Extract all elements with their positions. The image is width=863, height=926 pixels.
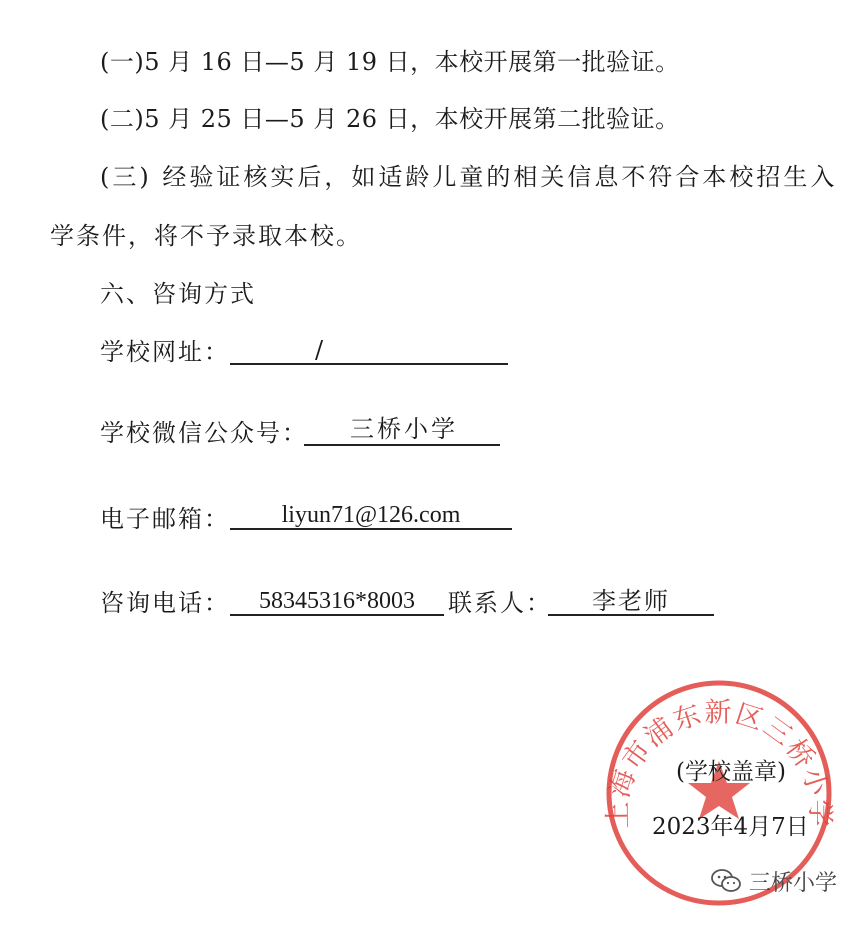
clause-three-line1: (三) 经验证核实后，如适龄儿童的相关信息不符合本校招生入 (100, 163, 838, 191)
website-value: / (314, 336, 324, 364)
email-value: liyun71@126.com (281, 502, 461, 528)
issue-date: 2023年4月7日 (652, 814, 809, 840)
website-label: 学校网址： (100, 338, 230, 366)
website-underline (230, 363, 508, 365)
wechat-watermark (711, 866, 837, 896)
clause-two: (二)5 月 25 日—5 月 26 日，本校开展第二批验证。 (100, 105, 680, 133)
phone-label: 咨询电话： (100, 589, 230, 617)
seal-note: (学校盖章) (676, 759, 786, 785)
contact-person-value: 李老师 (592, 587, 670, 615)
email-label: 电子邮箱： (100, 505, 230, 533)
clause-three-line2: 学条件，将不予录取本校。 (50, 222, 362, 250)
wechat-label: 学校微信公众号： (100, 419, 308, 447)
clause-one: (一)5 月 16 日—5 月 19 日，本校开展第一批验证。 (100, 48, 680, 76)
seal-text: 上海市浦东新区三桥小学 (603, 697, 835, 829)
watermark-label: 三桥小学 (748, 869, 837, 895)
phone-value: 58345316*8003 (259, 588, 415, 614)
contact-person-underline (548, 614, 714, 616)
wechat-value: 三桥小学 (350, 415, 458, 443)
wechat-icon (711, 868, 741, 894)
wechat-underline (304, 444, 500, 446)
phone-underline (230, 614, 444, 616)
email-underline (230, 528, 512, 530)
contact-person-label: 联系人： (448, 589, 552, 617)
section-heading: 六、咨询方式 (100, 280, 256, 308)
